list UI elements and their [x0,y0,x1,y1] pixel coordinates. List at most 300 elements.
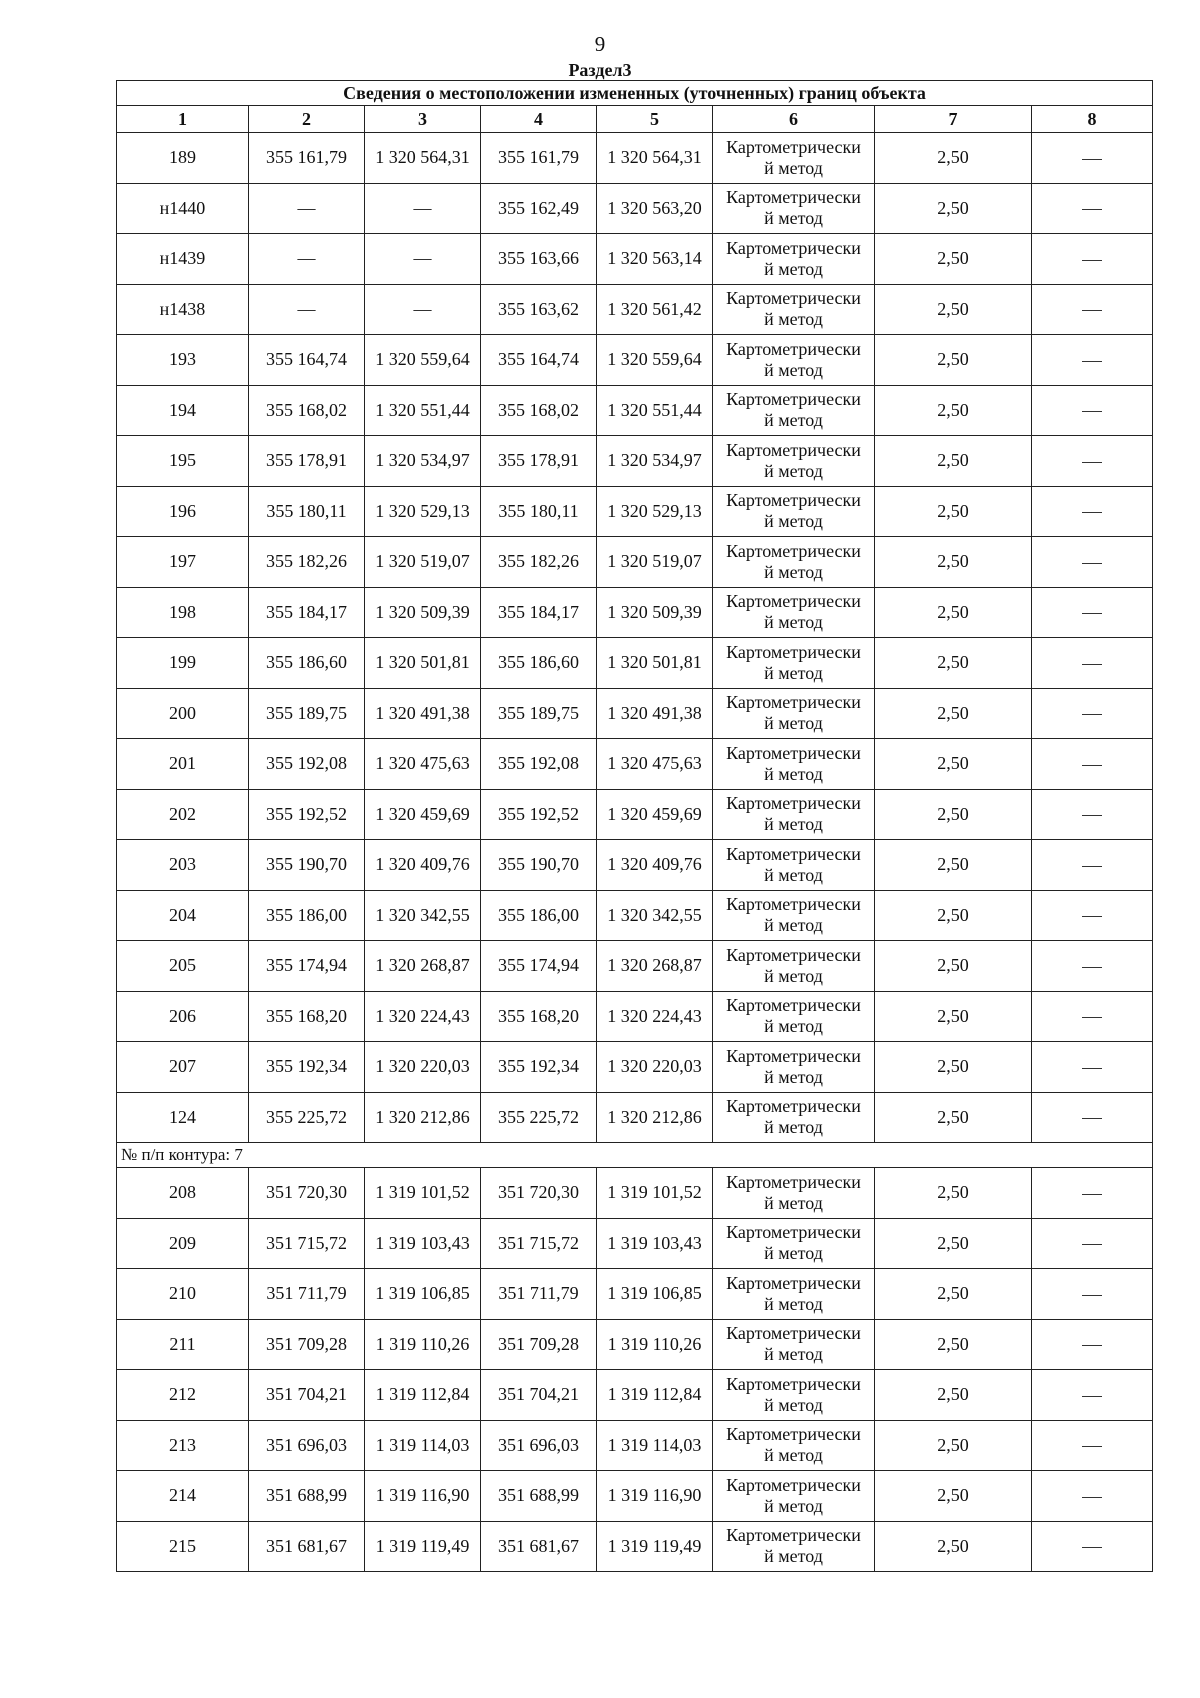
empty-dash-cell [1032,537,1153,588]
method-line: Картометрически [726,793,861,814]
method-cell [713,1370,875,1421]
old-x-cell: 355 186,00 [249,890,365,941]
old-x-cell: 351 711,79 [249,1269,365,1320]
method-line: Картометрически [726,490,861,511]
method-line: й метод [764,208,823,229]
new-x-cell: 355 192,08 [481,739,597,790]
old-x-cell: — [249,183,365,234]
method-line: й метод [764,309,823,330]
accuracy-cell: 2,50 [875,991,1032,1042]
method-line: й метод [764,1016,823,1037]
point-number-cell: 213 [117,1420,249,1471]
old-y-cell: 1 320 342,55 [365,890,481,941]
method-cell [713,1319,875,1370]
old-y-cell: 1 320 501,81 [365,638,481,689]
new-y-cell: 1 320 224,43 [597,991,713,1042]
method-line: Картометрически [726,894,861,915]
method-cell [713,638,875,689]
method-line: й метод [764,359,823,380]
method-line: Картометрически [726,591,861,612]
table-row [117,436,1153,487]
accuracy-cell: 2,50 [875,1420,1032,1471]
old-y-cell: 1 319 114,03 [365,1420,481,1471]
method-line: Картометрически [726,1171,861,1192]
table-row [117,133,1153,184]
new-y-cell: 1 320 563,20 [597,183,713,234]
old-x-cell: 355 161,79 [249,133,365,184]
accuracy-cell: 2,50 [875,1168,1032,1219]
method-cell [713,486,875,537]
old-x-cell: 351 715,72 [249,1218,365,1269]
table-row [117,234,1153,285]
empty-dash-cell [1032,1521,1153,1572]
dash-mark [1082,1118,1102,1119]
old-y-cell: 1 320 534,97 [365,436,481,487]
method-cell [713,284,875,335]
method-line: й метод [764,561,823,582]
dash-mark [1082,209,1102,210]
new-y-cell: 1 320 519,07 [597,537,713,588]
empty-dash-cell [1032,890,1153,941]
old-y-cell: 1 320 212,86 [365,1092,481,1143]
old-y-cell: 1 319 103,43 [365,1218,481,1269]
old-y-cell: 1 320 519,07 [365,537,481,588]
method-cell [713,1521,875,1572]
new-y-cell: 1 320 212,86 [597,1092,713,1143]
method-line: й метод [764,814,823,835]
table-row [117,739,1153,790]
old-x-cell: 351 696,03 [249,1420,365,1471]
column-number: 2 [249,106,365,133]
method-line: й метод [764,662,823,683]
table-row [117,1370,1153,1421]
dash-mark [1082,664,1102,665]
column-number: 6 [713,106,875,133]
empty-dash-cell [1032,133,1153,184]
empty-dash-cell [1032,234,1153,285]
new-y-cell: 1 320 509,39 [597,587,713,638]
method-line: Картометрически [726,641,861,662]
method-line: й метод [764,1117,823,1138]
table-row [117,890,1153,941]
method-line: Картометрически [726,692,861,713]
old-x-cell: 355 192,08 [249,739,365,790]
dash-mark [1082,1295,1102,1296]
empty-dash-cell [1032,183,1153,234]
method-line: Картометрически [726,237,861,258]
new-y-cell: 1 320 475,63 [597,739,713,790]
dash-mark [1082,260,1102,261]
old-y-cell: 1 320 551,44 [365,385,481,436]
new-x-cell: 351 696,03 [481,1420,597,1471]
old-x-cell: 355 192,52 [249,789,365,840]
accuracy-cell: 2,50 [875,284,1032,335]
method-line: й метод [764,258,823,279]
accuracy-cell: 2,50 [875,941,1032,992]
method-cell [713,789,875,840]
new-x-cell: 351 704,21 [481,1370,597,1421]
old-x-cell: 355 174,94 [249,941,365,992]
new-x-cell: 355 163,66 [481,234,597,285]
empty-dash-cell [1032,739,1153,790]
method-line: й метод [764,1546,823,1567]
method-line: й метод [764,1293,823,1314]
accuracy-cell: 2,50 [875,537,1032,588]
method-line: й метод [764,511,823,532]
method-line: Картометрически [726,1424,861,1445]
table-row [117,1521,1153,1572]
method-line: й метод [764,410,823,431]
new-y-cell: 1 320 559,64 [597,335,713,386]
accuracy-cell: 2,50 [875,638,1032,689]
new-x-cell: 355 174,94 [481,941,597,992]
point-number-cell: 124 [117,1092,249,1143]
accuracy-cell: 2,50 [875,1521,1032,1572]
empty-dash-cell [1032,1471,1153,1522]
new-y-cell: 1 320 551,44 [597,385,713,436]
method-cell [713,941,875,992]
empty-dash-cell [1032,587,1153,638]
new-x-cell: 355 192,34 [481,1042,597,1093]
empty-dash-cell [1032,688,1153,739]
new-x-cell: 355 168,02 [481,385,597,436]
dash-mark [1082,1068,1102,1069]
old-y-cell: 1 319 106,85 [365,1269,481,1320]
empty-dash-cell [1032,1218,1153,1269]
table-caption: Сведения о местоположении измененных (уточненных) границ объекта [117,81,1153,106]
dash-mark [1082,462,1102,463]
old-x-cell: 355 189,75 [249,688,365,739]
method-line: Картометрически [726,288,861,309]
accuracy-cell: 2,50 [875,688,1032,739]
accuracy-cell: 2,50 [875,385,1032,436]
old-y-cell: 1 320 529,13 [365,486,481,537]
point-number-cell: 198 [117,587,249,638]
column-number: 7 [875,106,1032,133]
point-number-cell: 197 [117,537,249,588]
new-y-cell: 1 319 114,03 [597,1420,713,1471]
method-line: й метод [764,1192,823,1213]
old-y-cell: 1 320 220,03 [365,1042,481,1093]
dash-mark [1082,361,1102,362]
method-cell [713,688,875,739]
accuracy-cell: 2,50 [875,890,1032,941]
empty-dash-cell [1032,1269,1153,1320]
old-y-cell: — [365,284,481,335]
empty-dash-cell [1032,840,1153,891]
method-line: Картометрически [726,1323,861,1344]
table-row [117,486,1153,537]
method-cell [713,1092,875,1143]
dash-mark [1082,1244,1102,1245]
table-row [117,1420,1153,1471]
table-row [117,183,1153,234]
dash-mark [1082,1547,1102,1548]
method-line: Картометрически [726,742,861,763]
method-line: й метод [764,965,823,986]
old-y-cell: 1 320 559,64 [365,335,481,386]
page-number: 9 [594,32,606,56]
new-x-cell: 355 168,20 [481,991,597,1042]
dash-mark [1082,815,1102,816]
new-x-cell: 355 225,72 [481,1092,597,1143]
point-number-cell: 201 [117,739,249,790]
method-cell [713,183,875,234]
accuracy-cell: 2,50 [875,1370,1032,1421]
old-x-cell: 351 720,30 [249,1168,365,1219]
method-cell [713,1218,875,1269]
section-title: Раздел3 [568,60,632,80]
new-y-cell: 1 319 112,84 [597,1370,713,1421]
empty-dash-cell [1032,1042,1153,1093]
new-y-cell: 1 319 101,52 [597,1168,713,1219]
old-y-cell: 1 319 110,26 [365,1319,481,1370]
old-x-cell: 355 184,17 [249,587,365,638]
old-x-cell: 351 681,67 [249,1521,365,1572]
method-cell [713,1269,875,1320]
point-number-cell: 214 [117,1471,249,1522]
new-y-cell: 1 319 110,26 [597,1319,713,1370]
empty-dash-cell [1032,486,1153,537]
accuracy-cell: 2,50 [875,1092,1032,1143]
table-body [117,133,1153,1572]
accuracy-cell: 2,50 [875,436,1032,487]
method-line: й метод [764,1394,823,1415]
point-number-cell: 209 [117,1218,249,1269]
contour-heading: № п/п контура: 7 [117,1143,1153,1168]
point-number-cell: н1438 [117,284,249,335]
point-number-cell: 215 [117,1521,249,1572]
method-line: й метод [764,1243,823,1264]
new-x-cell: 355 161,79 [481,133,597,184]
method-cell [713,840,875,891]
method-cell [713,587,875,638]
old-x-cell: 355 225,72 [249,1092,365,1143]
method-line: Картометрически [726,1045,861,1066]
old-y-cell: 1 320 509,39 [365,587,481,638]
new-x-cell: 355 189,75 [481,688,597,739]
dash-mark [1082,967,1102,968]
new-x-cell: 351 711,79 [481,1269,597,1320]
new-x-cell: 355 164,74 [481,335,597,386]
accuracy-cell: 2,50 [875,1218,1032,1269]
table-row [117,284,1153,335]
new-y-cell: 1 320 459,69 [597,789,713,840]
table-row [117,1092,1153,1143]
method-line: Картометрически [726,540,861,561]
new-y-cell: 1 320 534,97 [597,436,713,487]
old-x-cell: 351 709,28 [249,1319,365,1370]
point-number-cell: 194 [117,385,249,436]
empty-dash-cell [1032,1420,1153,1471]
dash-mark [1082,613,1102,614]
new-y-cell: 1 320 220,03 [597,1042,713,1093]
column-number: 1 [117,106,249,133]
dash-mark [1082,512,1102,513]
old-y-cell: 1 320 459,69 [365,789,481,840]
table-row [117,789,1153,840]
column-number-row [117,106,1153,133]
new-y-cell: 1 320 342,55 [597,890,713,941]
dash-mark [1082,310,1102,311]
new-x-cell: 355 186,00 [481,890,597,941]
dash-mark [1082,765,1102,766]
old-x-cell: — [249,234,365,285]
accuracy-cell: 2,50 [875,486,1032,537]
method-line: Картометрически [726,1474,861,1495]
point-number-cell: 196 [117,486,249,537]
method-cell [713,1471,875,1522]
method-cell [713,739,875,790]
old-y-cell: 1 320 491,38 [365,688,481,739]
old-y-cell: — [365,234,481,285]
point-number-cell: 205 [117,941,249,992]
accuracy-cell: 2,50 [875,1042,1032,1093]
table-row [117,941,1153,992]
table-row [117,840,1153,891]
new-x-cell: 355 184,17 [481,587,597,638]
column-number: 4 [481,106,597,133]
method-line: й метод [764,1495,823,1516]
new-y-cell: 1 320 564,31 [597,133,713,184]
old-x-cell: 355 164,74 [249,335,365,386]
method-line: Картометрически [726,1272,861,1293]
method-cell [713,335,875,386]
accuracy-cell: 2,50 [875,739,1032,790]
new-x-cell: 355 163,62 [481,284,597,335]
new-x-cell: 355 182,26 [481,537,597,588]
method-line: Картометрически [726,944,861,965]
table-row [117,1168,1153,1219]
old-x-cell: 351 704,21 [249,1370,365,1421]
point-number-cell: н1440 [117,183,249,234]
new-x-cell: 351 720,30 [481,1168,597,1219]
old-x-cell: 355 182,26 [249,537,365,588]
method-line: й метод [764,713,823,734]
old-y-cell: 1 319 116,90 [365,1471,481,1522]
empty-dash-cell [1032,1319,1153,1370]
point-number-cell: 210 [117,1269,249,1320]
accuracy-cell: 2,50 [875,587,1032,638]
method-line: Картометрически [726,439,861,460]
old-y-cell: 1 320 409,76 [365,840,481,891]
new-x-cell: 351 688,99 [481,1471,597,1522]
method-line: Картометрически [726,338,861,359]
method-cell [713,1042,875,1093]
accuracy-cell: 2,50 [875,133,1032,184]
old-x-cell: 355 186,60 [249,638,365,689]
dash-mark [1082,1497,1102,1498]
empty-dash-cell [1032,991,1153,1042]
old-x-cell: 355 192,34 [249,1042,365,1093]
old-x-cell: 355 168,20 [249,991,365,1042]
table-row [117,991,1153,1042]
accuracy-cell: 2,50 [875,183,1032,234]
method-line: й метод [764,1445,823,1466]
table-row [117,587,1153,638]
old-y-cell: 1 319 101,52 [365,1168,481,1219]
empty-dash-cell [1032,1370,1153,1421]
new-x-cell: 355 192,52 [481,789,597,840]
dash-mark [1082,866,1102,867]
empty-dash-cell [1032,1168,1153,1219]
empty-dash-cell [1032,284,1153,335]
point-number-cell: 207 [117,1042,249,1093]
point-number-cell: 199 [117,638,249,689]
new-x-cell: 355 190,70 [481,840,597,891]
new-y-cell: 1 320 563,14 [597,234,713,285]
new-y-cell: 1 319 103,43 [597,1218,713,1269]
old-y-cell: 1 320 475,63 [365,739,481,790]
method-line: Картометрически [726,1096,861,1117]
method-line: й метод [764,864,823,885]
dash-mark [1082,1017,1102,1018]
method-cell [713,1168,875,1219]
point-number-cell: 206 [117,991,249,1042]
table-row [117,1319,1153,1370]
method-cell [713,436,875,487]
accuracy-cell: 2,50 [875,1269,1032,1320]
old-y-cell: 1 319 119,49 [365,1521,481,1572]
new-y-cell: 1 320 561,42 [597,284,713,335]
point-number-cell: 189 [117,133,249,184]
old-y-cell: — [365,183,481,234]
method-line: й метод [764,1344,823,1365]
method-line: й метод [764,612,823,633]
new-y-cell: 1 319 116,90 [597,1471,713,1522]
old-x-cell: 351 688,99 [249,1471,365,1522]
point-number-cell: 203 [117,840,249,891]
empty-dash-cell [1032,789,1153,840]
new-x-cell: 355 186,60 [481,638,597,689]
new-y-cell: 1 320 501,81 [597,638,713,689]
old-y-cell: 1 319 112,84 [365,1370,481,1421]
table-row [117,1269,1153,1320]
dash-mark [1082,1446,1102,1447]
method-cell [713,133,875,184]
old-y-cell: 1 320 224,43 [365,991,481,1042]
point-number-cell: 195 [117,436,249,487]
method-line: Картометрически [726,843,861,864]
table-row [117,1218,1153,1269]
column-number: 3 [365,106,481,133]
empty-dash-cell [1032,385,1153,436]
method-line: й метод [764,763,823,784]
contour-heading-row [117,1143,1153,1168]
new-x-cell: 355 178,91 [481,436,597,487]
dash-mark [1082,159,1102,160]
point-number-cell: 212 [117,1370,249,1421]
new-x-cell: 355 180,11 [481,486,597,537]
point-number-cell: 202 [117,789,249,840]
method-line: Картометрически [726,136,861,157]
dash-mark [1082,714,1102,715]
method-line: Картометрически [726,1373,861,1394]
new-x-cell: 351 709,28 [481,1319,597,1370]
new-x-cell: 351 681,67 [481,1521,597,1572]
method-cell [713,234,875,285]
table-row [117,1042,1153,1093]
new-x-cell: 351 715,72 [481,1218,597,1269]
accuracy-cell: 2,50 [875,1319,1032,1370]
dash-mark [1082,411,1102,412]
dash-mark [1082,1194,1102,1195]
empty-dash-cell [1032,436,1153,487]
method-cell [713,991,875,1042]
new-y-cell: 1 319 106,85 [597,1269,713,1320]
point-number-cell: 208 [117,1168,249,1219]
point-number-cell: 204 [117,890,249,941]
